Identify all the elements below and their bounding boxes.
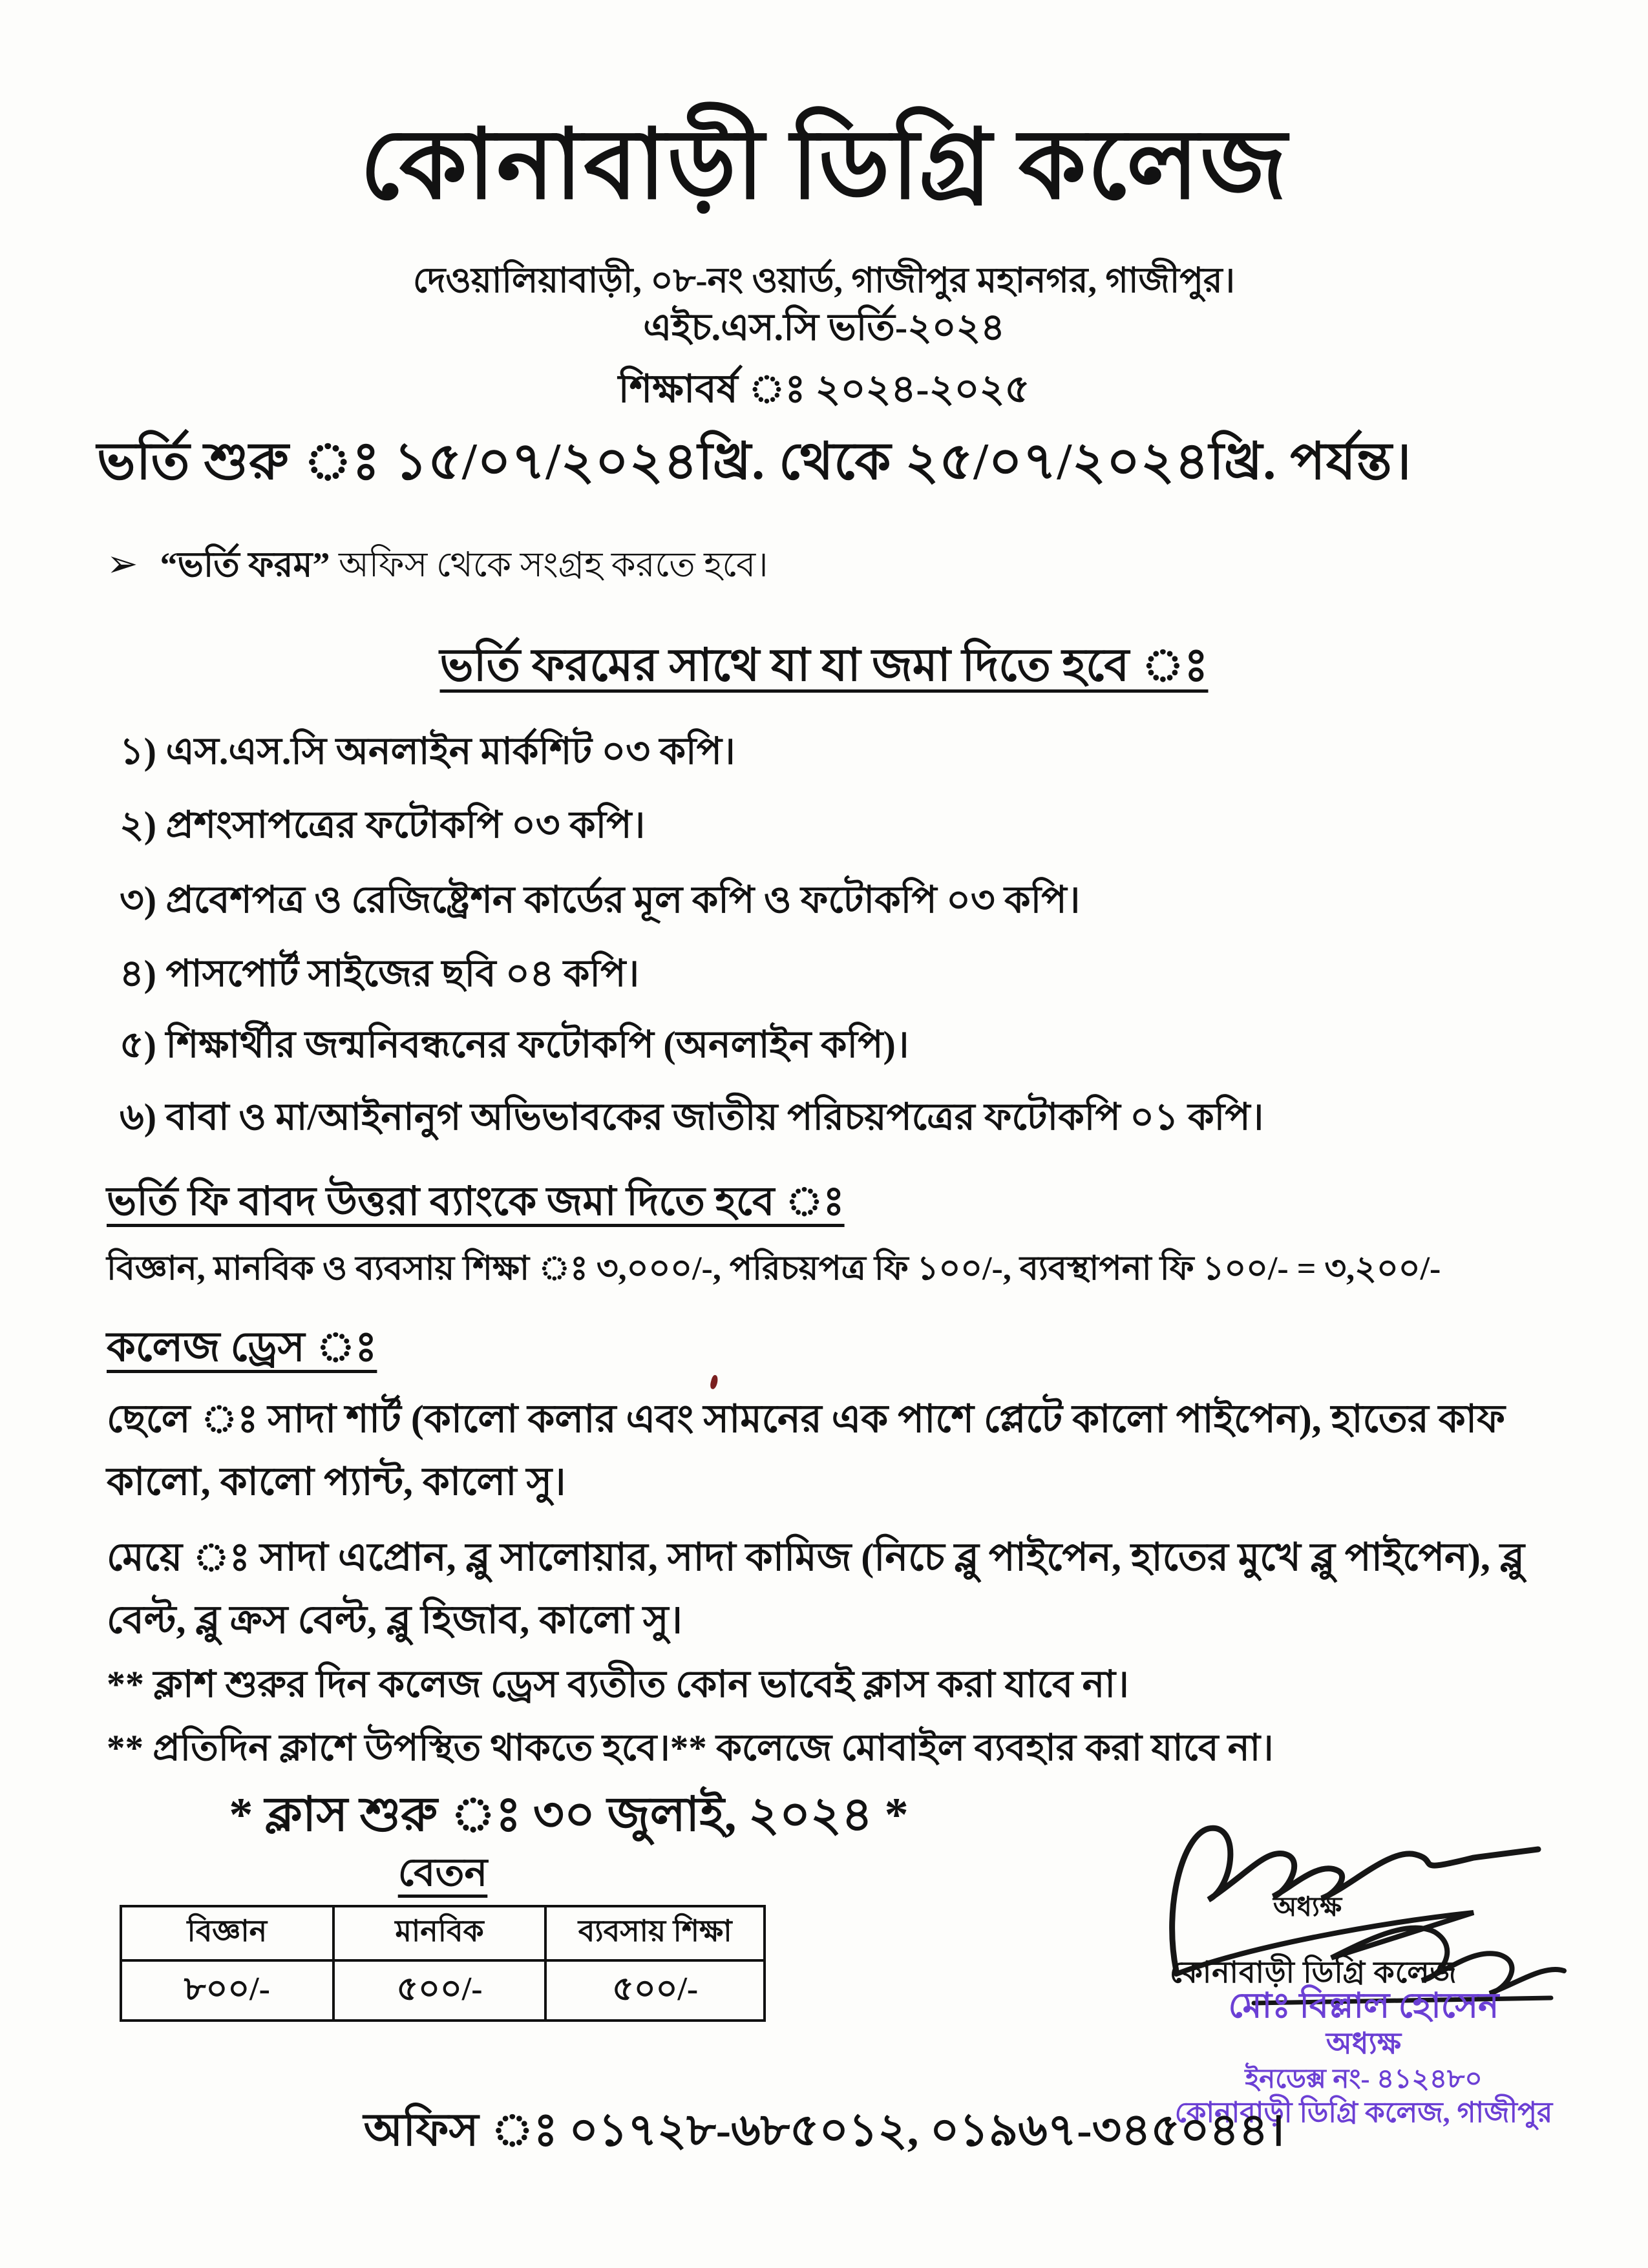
salary-table-value-row — [121, 1960, 765, 2021]
page-title: কোনাবাড়ী ডিগ্রি কলেজ — [359, 112, 1289, 219]
admission-title: এইচ.এস.সি ভর্তি-২০২৪ — [643, 306, 1005, 348]
college-label-black: কোনাবাড়ী ডিগ্রি কলেজ — [1170, 1956, 1457, 1989]
fee-heading: ভর্তি ফি বাবদ উত্তরা ব্যাংকে জমা দিতে হবে ঃ — [107, 1180, 845, 1224]
form-note-rest: অফিস থেকে সংগ্রহ করতে হবে। — [330, 545, 768, 584]
stamp-college-name: কোনাবাড়ী ডিগ্রি কলেজ, গাজীপুর — [1174, 2097, 1553, 2128]
dress-heading: কলেজ ড্রেস ঃ — [107, 1324, 377, 1370]
salary-table — [120, 1905, 766, 2022]
stamp-index-number: ইনডেক্স নং- ৪১২৪৮০ — [1245, 2064, 1483, 2094]
salary-table-title: বেতন — [397, 1851, 488, 1894]
admission-period: ভর্তি শুরু ঃ ১৫/০৭/২০২৪খ্রি. থেকে ২৫/০৭/২০২৪খ্রি. পর্যন্ত। — [97, 434, 1412, 490]
dress-boys-spec: ছেলে ঃ সাদা শার্ট (কালো কলার এবং সামনের এক পাশে প্লেটে কালো পাইপেন), হাতের কাফ কালো, কালো প্যান্ট, কালো সু। — [107, 1398, 1505, 1504]
principal-label-black: অধ্যক্ষ — [1273, 1893, 1342, 1922]
document-item: ৪) পাসপোর্ট সাইজের ছবি ০৪ কপি। — [120, 952, 640, 994]
salary-table-header-row — [121, 1906, 765, 1960]
documents-heading: ভর্তি ফরমের সাথে যা যা জমা দিতে হবে ঃ — [439, 641, 1209, 691]
salary-science-value: ৮০০/- — [121, 1960, 333, 2021]
document-item: ১) এস.এস.সি অনলাইন মার্কশিট ০৩ কপি। — [120, 730, 735, 772]
rule-line: ** প্রতিদিন ক্লাশে উপস্থিত থাকতে হবে।** কলেজে মোবাইল ব্যবহার করা যাবে না। — [107, 1728, 1274, 1769]
academic-session: শিক্ষাবর্ষ ঃ ২০২৪-২০২৫ — [618, 368, 1030, 410]
salary-business-value: ৫০০/- — [545, 1960, 765, 2021]
document-item: ৩) প্রবেশপত্র ও রেজিষ্ট্রেশন কার্ডের মূল কপি ও ফটোকপি ০৩ কপি। — [120, 879, 1081, 921]
form-note — [107, 538, 768, 596]
salary-col-science: বিজ্ঞান — [121, 1906, 333, 1960]
document-item: ৬) বাবা ও মা/আইনানুগ অভিভাবকের জাতীয় পরিচয়পত্রের ফটোকপি ০১ কপি। — [120, 1096, 1264, 1138]
form-note-strong: “ভর্তি ফরম” — [160, 545, 330, 584]
rule-line: ** ক্লাশ শুরুর দিন কলেজ ড্রেস ব্যতীত কোন ভাবেই ক্লাস করা যাবে না। — [107, 1663, 1129, 1705]
college-address: দেওয়ালিয়াবাড়ী, ০৮-নং ওয়ার্ড, গাজীপুর মহানগর, গাজীপুর। — [413, 261, 1235, 300]
stamp-principal-title: অধ্যক্ষ — [1326, 2027, 1402, 2060]
document-item: ৫) শিক্ষার্থীর জন্মনিবন্ধনের ফটোকপি (অনলাইন কপি)। — [120, 1024, 909, 1066]
salary-humanities-value: ৫০০/- — [333, 1960, 546, 2021]
class-start-line: * ক্লাস শুরু ঃ ৩০ জুলাই, ২০২৪ * — [229, 1789, 909, 1842]
salary-col-business: ব্যবসায় শিক্ষা — [545, 1906, 765, 1960]
fee-detail: বিজ্ঞান, মানবিক ও ব্যবসায় শিক্ষা ঃ ৩,০০০/-, পরিচয়পত্র ফি ১০০/-, ব্যবস্থাপনা ফি ১০০/- = ৩,২০০/- — [107, 1250, 1441, 1287]
signature-block — [1099, 1809, 1629, 2128]
stamp-principal-name: মোঃ বিল্লাল হোসেন — [1228, 1986, 1499, 2025]
pointer-arrow-icon: ➢ — [107, 543, 138, 585]
office-contact-line: অফিস ঃ ০১৭২৮-৬৮৫০১২, ০১৯৬৭-৩৪৫০৪৪। — [363, 2106, 1285, 2156]
salary-col-humanities: মানবিক — [333, 1906, 546, 1960]
document-item: ২) প্রশংসাপত্রের ফটোকপি ০৩ কপি। — [120, 804, 646, 846]
dress-girls-spec: মেয়ে ঃ সাদা এপ্রোন, ব্লু সালোয়ার, সাদা কামিজ (নিচে ব্লু পাইপেন, হাতের মুখে ব্লু পাইপেন), ব্লু বেল্ট, ব্লু ক্রস বেল্ট, ব্লু হিজাব, কালো সু। — [107, 1536, 1525, 1642]
